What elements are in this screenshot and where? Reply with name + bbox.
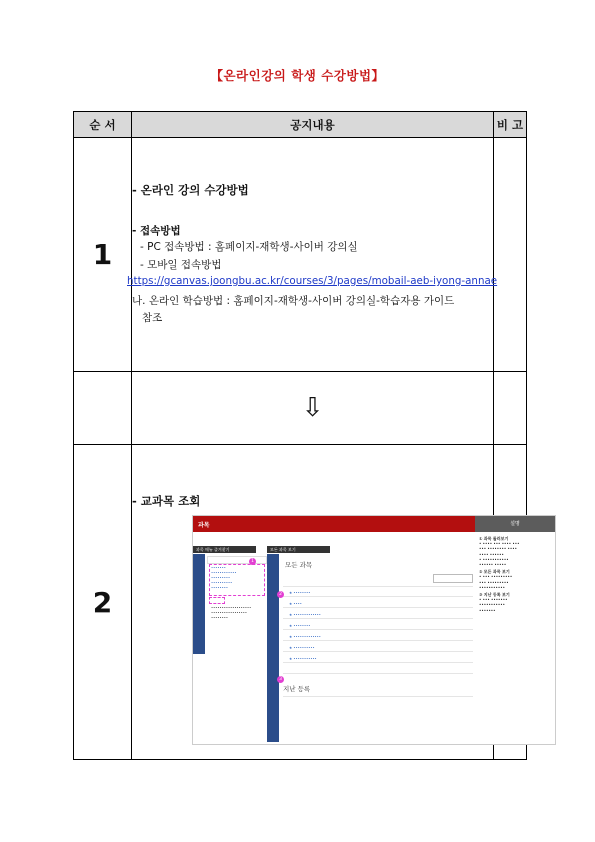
all-courses-tab: 모든 과목 보기 <box>267 546 330 553</box>
step-badge-2: 2 <box>277 591 284 598</box>
row-number: 2 <box>74 445 132 760</box>
study-method-text: 나. 온라인 학습방법 : 홈페이지-재학생-사이버 강의실-학습자용 가이드 <box>132 295 455 307</box>
notice-table <box>73 111 527 760</box>
mobile-access-text: - 모바일 접속방법 <box>140 259 222 271</box>
nav-sidebar <box>267 554 279 742</box>
row-content <box>127 138 498 372</box>
table-row <box>74 138 527 372</box>
row-note <box>494 138 527 372</box>
arrow-cell <box>132 372 494 445</box>
study-method-text-2: 참조 <box>142 312 163 324</box>
course-links: ••••••• •••••••••••• ••••••••• •••••••••• •••••••• <box>211 566 237 590</box>
header-note: 비 고 <box>494 112 527 138</box>
help-text: ••••••••••••••••••• ••••••••••••••••• •••••••• <box>211 606 252 620</box>
access-label: - 접속방법 <box>132 225 181 237</box>
favorites-tab: 과목 메뉴 즐겨찾기 <box>193 546 256 553</box>
table-row <box>74 372 527 445</box>
table-row <box>74 445 527 760</box>
section-heading: - 교과목 조회 <box>132 494 201 508</box>
step-badge-3: 3 <box>277 676 284 683</box>
course-list: ★ •••••••• ★ •••• ★ ••••••••••••• ★ •••••••• ★ ••••••••••••• ★ •••••••••• ★ ••••••••••• <box>289 591 321 661</box>
browse-button[interactable] <box>433 574 473 583</box>
row-note <box>494 372 527 445</box>
section-heading: - 온라인 강의 수강방법 <box>132 183 249 197</box>
course-view-screenshot <box>192 515 556 745</box>
screenshot-right-bar: 설명 <box>475 516 555 532</box>
document-title: 【온라인강의 학생 수강방법】 <box>210 68 385 83</box>
table-header-row <box>74 112 527 138</box>
row-number: 1 <box>74 138 132 372</box>
nav-sidebar <box>193 554 205 654</box>
screenshot-top-bar: 과목 <box>193 516 475 532</box>
pc-access-text: - PC 접속방법 : 홈페이지-재학생-사이버 강의실 <box>140 241 358 253</box>
course-url-link[interactable]: https://gcanvas.joongbu.ac.kr/courses/3/pages/mobail-aeb-iyong-annae <box>127 275 498 287</box>
all-courses-heading: 모든 과목 <box>285 561 313 569</box>
row-content <box>132 445 520 760</box>
header-order: 순 서 <box>74 112 132 138</box>
explanation-panel: ① 과목 둘러보기 • •••• ••• •••• ••• ••• •••••••• •••• •••• •••••• • ••••••••••• •••••• ••••• ② 모든 과목 보기 • ••• ••••••••• ••• ••••••••• ••••••••••• ③ 지난 등록 보기 • ••• ••••••• ••••••••••• ••••••• <box>479 536 520 613</box>
down-arrow-icon: ⇩ <box>301 393 324 423</box>
header-content: 공지내용 <box>132 112 494 138</box>
step-badge-1: 1 <box>249 558 256 565</box>
highlight-box <box>209 597 225 604</box>
search-box <box>207 556 267 564</box>
past-enrollments-heading: 지난 등록 <box>283 685 311 693</box>
row-number <box>74 372 132 445</box>
